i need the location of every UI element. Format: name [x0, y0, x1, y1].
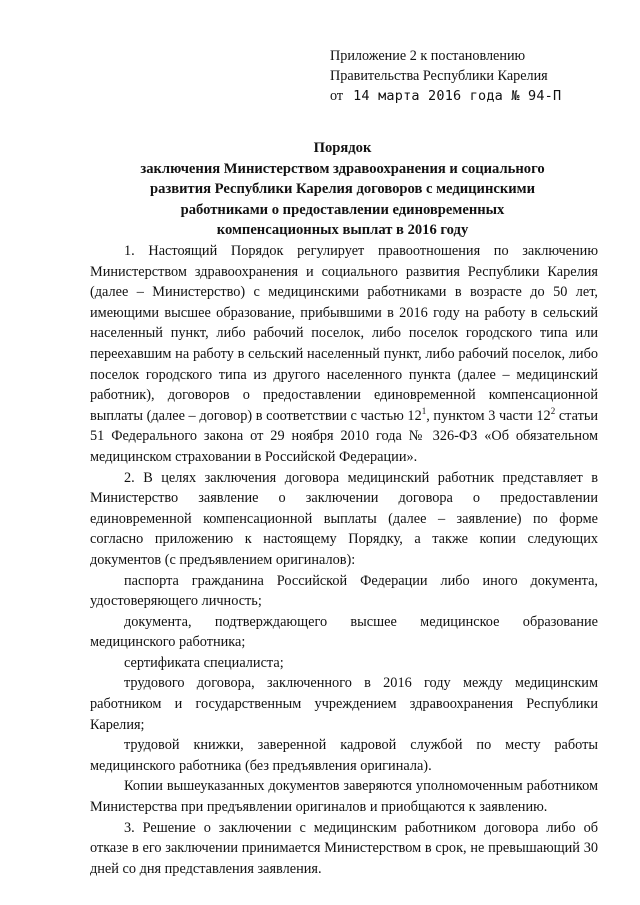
superscript-1: 1 [421, 405, 427, 416]
paragraph-1 [90, 241, 598, 468]
title-line-5: компенсационных выплат в 2016 году [216, 222, 469, 238]
appendix-line-2: Правительства Республики Карелия [330, 68, 548, 84]
document-title [90, 138, 595, 241]
paragraph-copies: Копии вышеуказанных документов заверяются уполномоченным работником Министерства при предъявлении оригиналов и приобщаются к заявлению. [90, 778, 598, 816]
title-line-1: Порядок [313, 140, 372, 156]
date-stamp: 14 марта 2016 года № 94-П [353, 88, 562, 104]
list-item-certificate: сертификата специалиста; [124, 654, 284, 671]
title-line-2: заключения Министерством здравоохранения и социального [140, 160, 545, 177]
appendix-date-line [330, 88, 561, 104]
appendix-header [330, 46, 620, 106]
list-item-diploma: документа, подтверждающего высшее медицинское образование медицинского работника; [90, 613, 598, 651]
superscript-2: 2 [550, 405, 556, 416]
paragraph-1-part-a: 1. Настоящий Порядок регулирует правоотношения по заключению Министерством здравоохранения и социального развития Республики Карелия (далее – Министерство) с медицинскими работниками в возрасте до 50 лет, имеющими высшее образование, прибывшими в 2016 году на работу в сельский населенный пункт, либо рабочий поселок, либо поселок городского типа или переехавшим на работу в сельский населенный пункт, либо рабочий поселок, либо поселок городского типа из другого населенного пункта (далее – медицинский работник), договоров о предоставлении единовременной компенсационной выплаты (далее – договор) в соответствии с частью 12 [90, 243, 598, 424]
appendix-line-1: Приложение 2 к постановлению [330, 48, 526, 64]
list-item-passport: паспорта гражданина Российской Федерации либо иного документа, удостоверяющего личность; [90, 572, 598, 610]
paragraph-1-part-c: статьи 51 Федерального закона от 29 ноября 2010 года № 326-ФЗ «Об обязательном медицинском страховании в Российской Федерации». [90, 407, 598, 465]
paragraph-3: 3. Решение о заключении с медицинским работником договора либо об отказе в его заключении принимается Министерством в срок, не превышающий 30 дней со дня представления заявления. [90, 819, 598, 877]
title-line-4: работниками о предоставлении единовременных [180, 201, 505, 218]
list-item-labor-contract: трудового договора, заключенного в 2016 году между медицинским работником и государственным учреждением здравоохранения Республики Карелия; [90, 675, 598, 733]
document-body [90, 241, 598, 879]
paragraph-1-part-b: , пунктом 3 части 12 [426, 407, 551, 424]
title-line-3: развития Республики Карелия договоров с медицинскими [149, 181, 536, 197]
date-prefix: от [330, 88, 344, 104]
paragraph-2: 2. В целях заключения договора медицинский работник представляет в Министерство заявление о заключении договора о предоставлении единовременной компенсационной выплаты (далее – заявление) по форме согласно приложению к настоящему Порядку, а также копии следующих документов (с предъявлением оригиналов): [90, 469, 598, 568]
list-item-work-book: трудовой книжки, заверенной кадровой службой по месту работы медицинского работника (без предъявления оригинала). [90, 737, 598, 774]
